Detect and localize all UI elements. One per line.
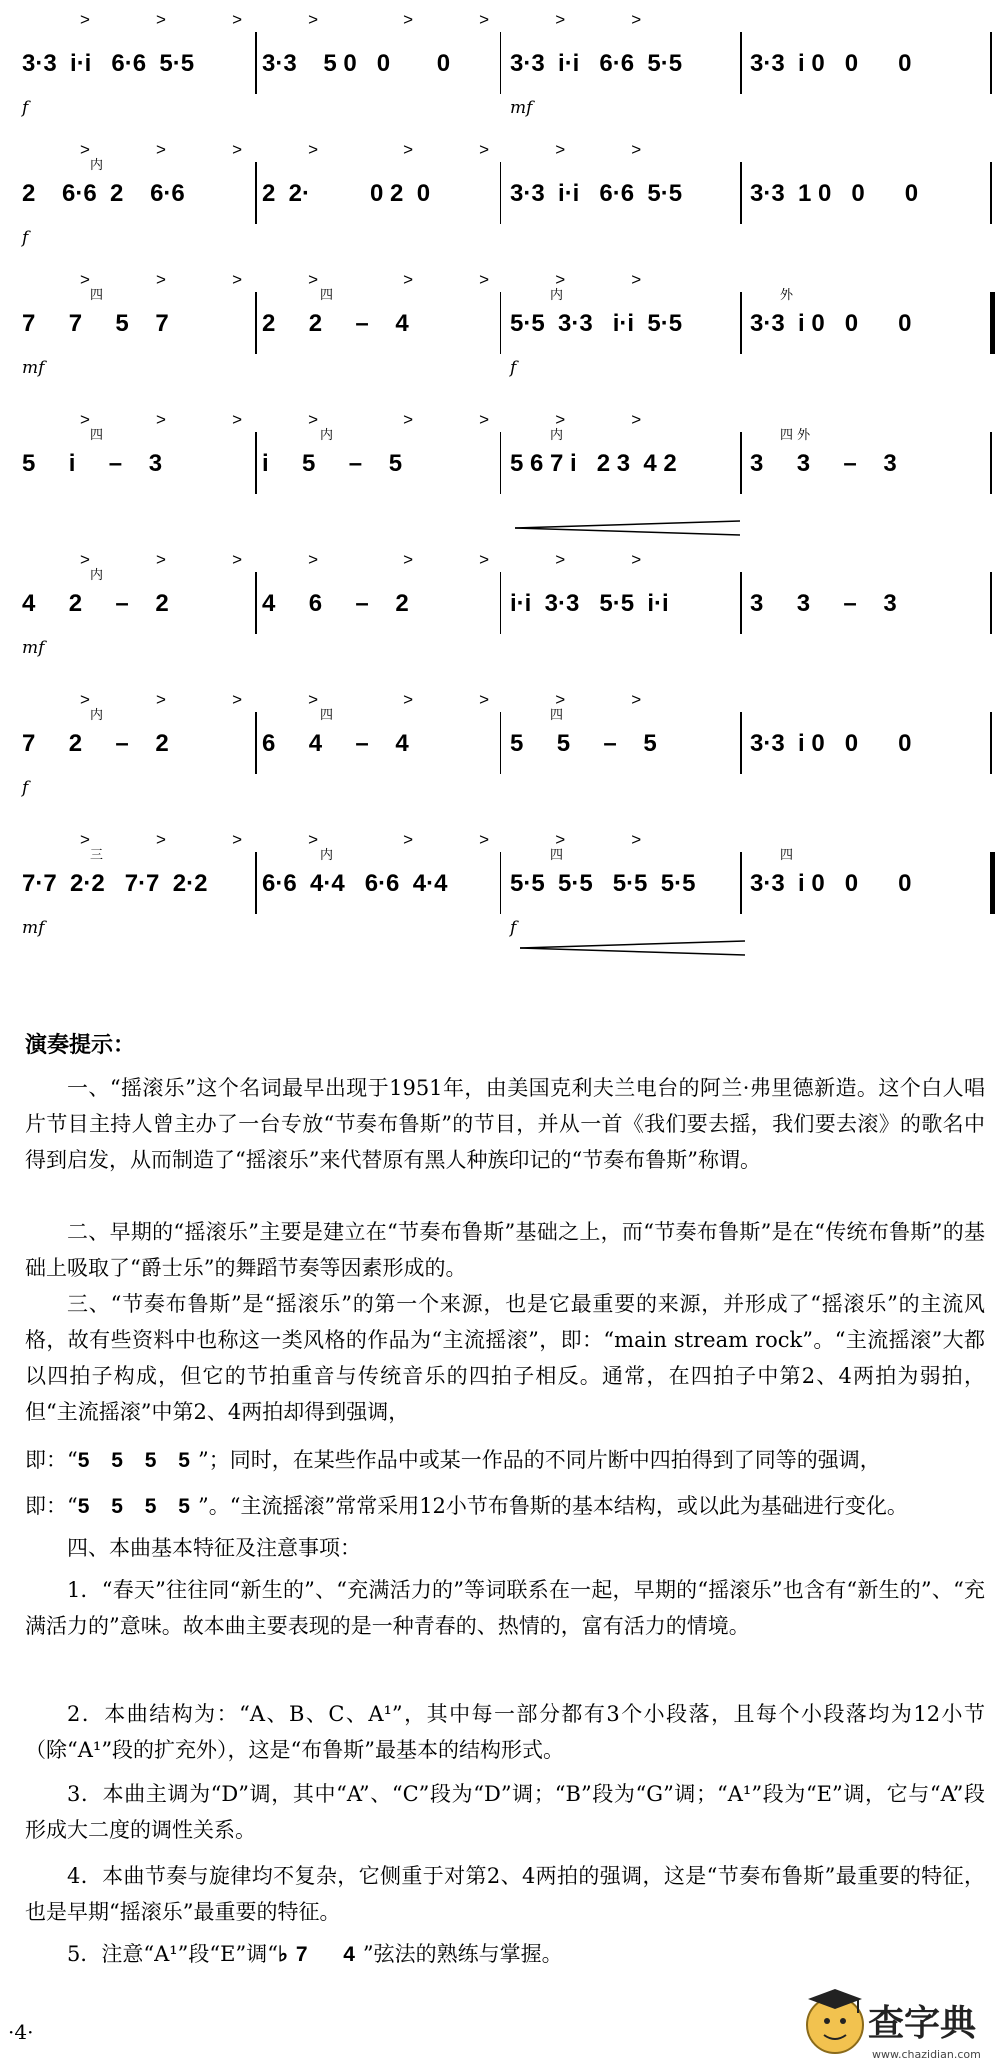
- example-1-prefix: 即：“: [25, 1448, 78, 1472]
- barline: [740, 162, 742, 224]
- crescendo-hairpin: [520, 938, 750, 958]
- measure-4: 3·3 1 0 0 0: [750, 180, 919, 207]
- position-mark: 内: [320, 848, 334, 863]
- item-5-notes: ♭7 4: [277, 1943, 363, 1966]
- position-mark: 四: [550, 708, 564, 723]
- example-2-suffix: ”。“主流摇滚”常常采用12小节布鲁斯的基本结构，或以此为基础进行变化。: [197, 1494, 908, 1518]
- position-mark: 三: [90, 848, 104, 863]
- measure-1: 7 7 5 7: [22, 310, 169, 337]
- logo-url: www.chazidian.com: [872, 2048, 981, 2061]
- dynamic-marking: mf: [22, 918, 45, 938]
- barline: [500, 712, 501, 774]
- score-system-7: [0, 830, 1007, 970]
- measure-2: 4 6 – 2: [262, 590, 409, 617]
- score-system-3: [0, 270, 1007, 410]
- measure-4: 3·3 i 0 0 0: [750, 870, 912, 897]
- example-2-notes: 5 5 5 5: [77, 1495, 198, 1518]
- score-system-4: [0, 410, 1007, 550]
- measure-4: 3·3 i 0 0 0: [750, 50, 912, 77]
- measure-2: 2 2 – 4: [262, 310, 409, 337]
- example-line-2: [25, 1490, 908, 1520]
- barline: [990, 432, 992, 494]
- measure-4: 3 3 – 3: [750, 590, 897, 617]
- position-mark: 四: [550, 848, 564, 863]
- example-1-notes: 5 5 5 5: [77, 1449, 198, 1472]
- paragraph-2: 二、早期的“摇滚乐”主要是建立在“节奏布鲁斯”基础之上，而“节奏布鲁斯”是在“传统布鲁斯”的基础上吸取了“爵士乐”的舞蹈节奏等因素形成的。: [25, 1220, 985, 1280]
- measure-2: 6 4 – 4: [262, 730, 409, 757]
- measure-1: 5 i – 3: [22, 450, 163, 477]
- position-mark: 四: [90, 428, 104, 443]
- barline: [255, 852, 257, 914]
- score-system-6: [0, 690, 1007, 830]
- measure-2: 3·3 5 0 0 0: [262, 50, 451, 77]
- barline: [255, 572, 257, 634]
- paragraph-1: 一、“摇滚乐”这个名词最早出现于1951年，由美国克利夫兰电台的阿兰·弗里德新造。这个白人唱片节目主持人曾主办了一台专放“节奏布鲁斯”的节目，并从一首《我们要去摇，我们要去滚》的歌名中得到启发，从而制造了“摇滚乐”来代替原有黑人种族印记的“节奏布鲁斯”称谓。: [25, 1076, 985, 1172]
- measure-1: 4 2 – 2: [22, 590, 169, 617]
- barline: [255, 432, 257, 494]
- score-system-1: [0, 10, 1007, 150]
- barline: [990, 852, 995, 914]
- position-mark: 内: [90, 568, 104, 583]
- example-2-prefix: 即：“: [25, 1494, 78, 1518]
- measure-1: 7·7 2·2 7·7 2·2: [22, 870, 208, 897]
- measure-4: 3 3 – 3: [750, 450, 897, 477]
- accent-marks: > > > > > > > >: [80, 270, 642, 289]
- dynamic-marking: mf: [510, 98, 533, 118]
- barline: [500, 432, 501, 494]
- accent-marks: > > > > > > > >: [80, 830, 642, 849]
- barline: [990, 162, 992, 224]
- dynamic-marking: f: [22, 228, 29, 248]
- item-5-suffix: ”弦法的熟练与掌握。: [362, 1942, 563, 1966]
- dynamic-marking: mf: [22, 358, 45, 378]
- example-1-suffix: ”；同时，在某些作品中或某一作品的不同片断中四拍得到了同等的强调，: [197, 1448, 881, 1472]
- example-line-1: [25, 1444, 881, 1474]
- accent-marks: > > > > > > > >: [80, 550, 642, 569]
- accent-marks: > > > > > > > >: [80, 140, 642, 159]
- measure-3: i·i 3·3 5·5 i·i: [510, 590, 669, 617]
- dynamic-marking: f: [510, 358, 517, 378]
- page-number: ·4·: [8, 2020, 34, 2044]
- notes-heading: 演奏提示：: [25, 1033, 136, 1058]
- position-mark: 内: [550, 428, 564, 443]
- music-score: [0, 0, 1007, 1000]
- barline: [740, 292, 742, 354]
- position-mark: 内: [550, 288, 564, 303]
- barline: [740, 32, 742, 94]
- measure-1: 7 2 – 2: [22, 730, 169, 757]
- dynamic-marking: mf: [22, 638, 45, 658]
- barline: [255, 292, 257, 354]
- measure-1: 2 6·6 2 6·6: [22, 180, 185, 207]
- item-5: [67, 1938, 563, 1968]
- dynamic-marking: f: [22, 98, 29, 118]
- accent-marks: > > > > > > > >: [80, 410, 642, 429]
- logo-name: 查字典: [868, 2003, 977, 2044]
- score-system-5: [0, 550, 1007, 690]
- barline: [255, 162, 257, 224]
- barline: [255, 712, 257, 774]
- measure-3: 3·3 i·i 6·6 5·5: [510, 180, 683, 207]
- paragraph-4: 四、本曲基本特征及注意事项：: [67, 1536, 361, 1560]
- position-mark: 四: [320, 288, 334, 303]
- position-mark: 内: [90, 708, 104, 723]
- measure-3: 3·3 i·i 6·6 5·5: [510, 50, 683, 77]
- accent-marks: > > > > > > > >: [80, 10, 642, 29]
- barline: [990, 572, 992, 634]
- accent-marks: > > > > > > > >: [80, 690, 642, 709]
- position-mark: 内: [320, 428, 334, 443]
- measure-4: 3·3 i 0 0 0: [750, 310, 912, 337]
- dynamic-marking: f: [22, 778, 29, 798]
- position-mark: 四: [90, 288, 104, 303]
- measure-2: 2 2· 0 2 0: [262, 180, 431, 207]
- barline: [740, 432, 742, 494]
- barline: [990, 32, 992, 94]
- barline: [500, 852, 501, 914]
- item-3: 3．本曲主调为“D”调，其中“A”、“C”段为“D”调；“B”段为“G”调；“A¹”段为“E”调，它与“A”段形成大二度的调性关系。: [25, 1782, 985, 1842]
- score-system-2: [0, 140, 1007, 280]
- position-mark: 外: [780, 288, 794, 303]
- item-4: 4．本曲节奏与旋律均不复杂，它侧重于对第2、4两拍的强调，这是“节奏布鲁斯”最重要的特征，也是早期“摇滚乐”最重要的特征。: [25, 1864, 985, 1924]
- position-mark: 四: [780, 848, 794, 863]
- paragraph-3: 三、“节奏布鲁斯”是“摇滚乐”的第一个来源，也是它最重要的来源，并形成了“摇滚乐”的主流风格，故有些资料中也称这一类风格的作品为“主流摇滚”，即：“main stream rock”。“主流摇滚”大都以四拍子构成，但它的节拍重音与传统音乐的四拍子相反。通常，在四拍子中第2、4两拍为弱拍，但“主流摇滚”中第2、4两拍却得到强调，: [25, 1292, 985, 1424]
- barline: [740, 712, 742, 774]
- item-1: 1．“春天”往往同“新生的”、“充满活力的”等词联系在一起，早期的“摇滚乐”也含有“新生的”、“充满活力的”意味。故本曲主要表现的是一种青春的、热情的，富有活力的情境。: [25, 1578, 985, 1638]
- measure-2: 6·6 4·4 6·6 4·4: [262, 870, 448, 897]
- position-mark: 四 外: [780, 428, 811, 443]
- barline: [990, 712, 992, 774]
- barline: [500, 32, 501, 94]
- measure-3: 5·5 3·3 i·i 5·5: [510, 310, 683, 337]
- position-mark: 内: [90, 158, 104, 173]
- barline: [500, 162, 501, 224]
- position-mark: 四: [320, 708, 334, 723]
- measure-1: 3·3 i·i 6·6 5·5: [22, 50, 195, 77]
- barline: [500, 292, 501, 354]
- measure-3: 5 6 7 i 2 3 4 2: [510, 450, 677, 477]
- barline: [255, 32, 257, 94]
- measure-4: 3·3 i 0 0 0: [750, 730, 912, 757]
- barline: [740, 852, 742, 914]
- barline: [500, 572, 501, 634]
- item-2: 2．本曲结构为：“A、B、C、A¹”，其中每一部分都有3个小段落，且每个小段落均为12小节（除“A¹”段的扩充外），这是“布鲁斯”最基本的结构形式。: [25, 1702, 985, 1762]
- measure-3: 5·5 5·5 5·5 5·5: [510, 870, 696, 897]
- barline: [740, 572, 742, 634]
- measure-2: i 5 – 5: [262, 450, 403, 477]
- barline: [990, 292, 995, 354]
- crescendo-hairpin: [515, 518, 745, 538]
- measure-3: 5 5 – 5: [510, 730, 657, 757]
- dynamic-marking: f: [510, 918, 517, 938]
- item-5-prefix: 5．注意“A¹”段“E”调“: [67, 1942, 278, 1966]
